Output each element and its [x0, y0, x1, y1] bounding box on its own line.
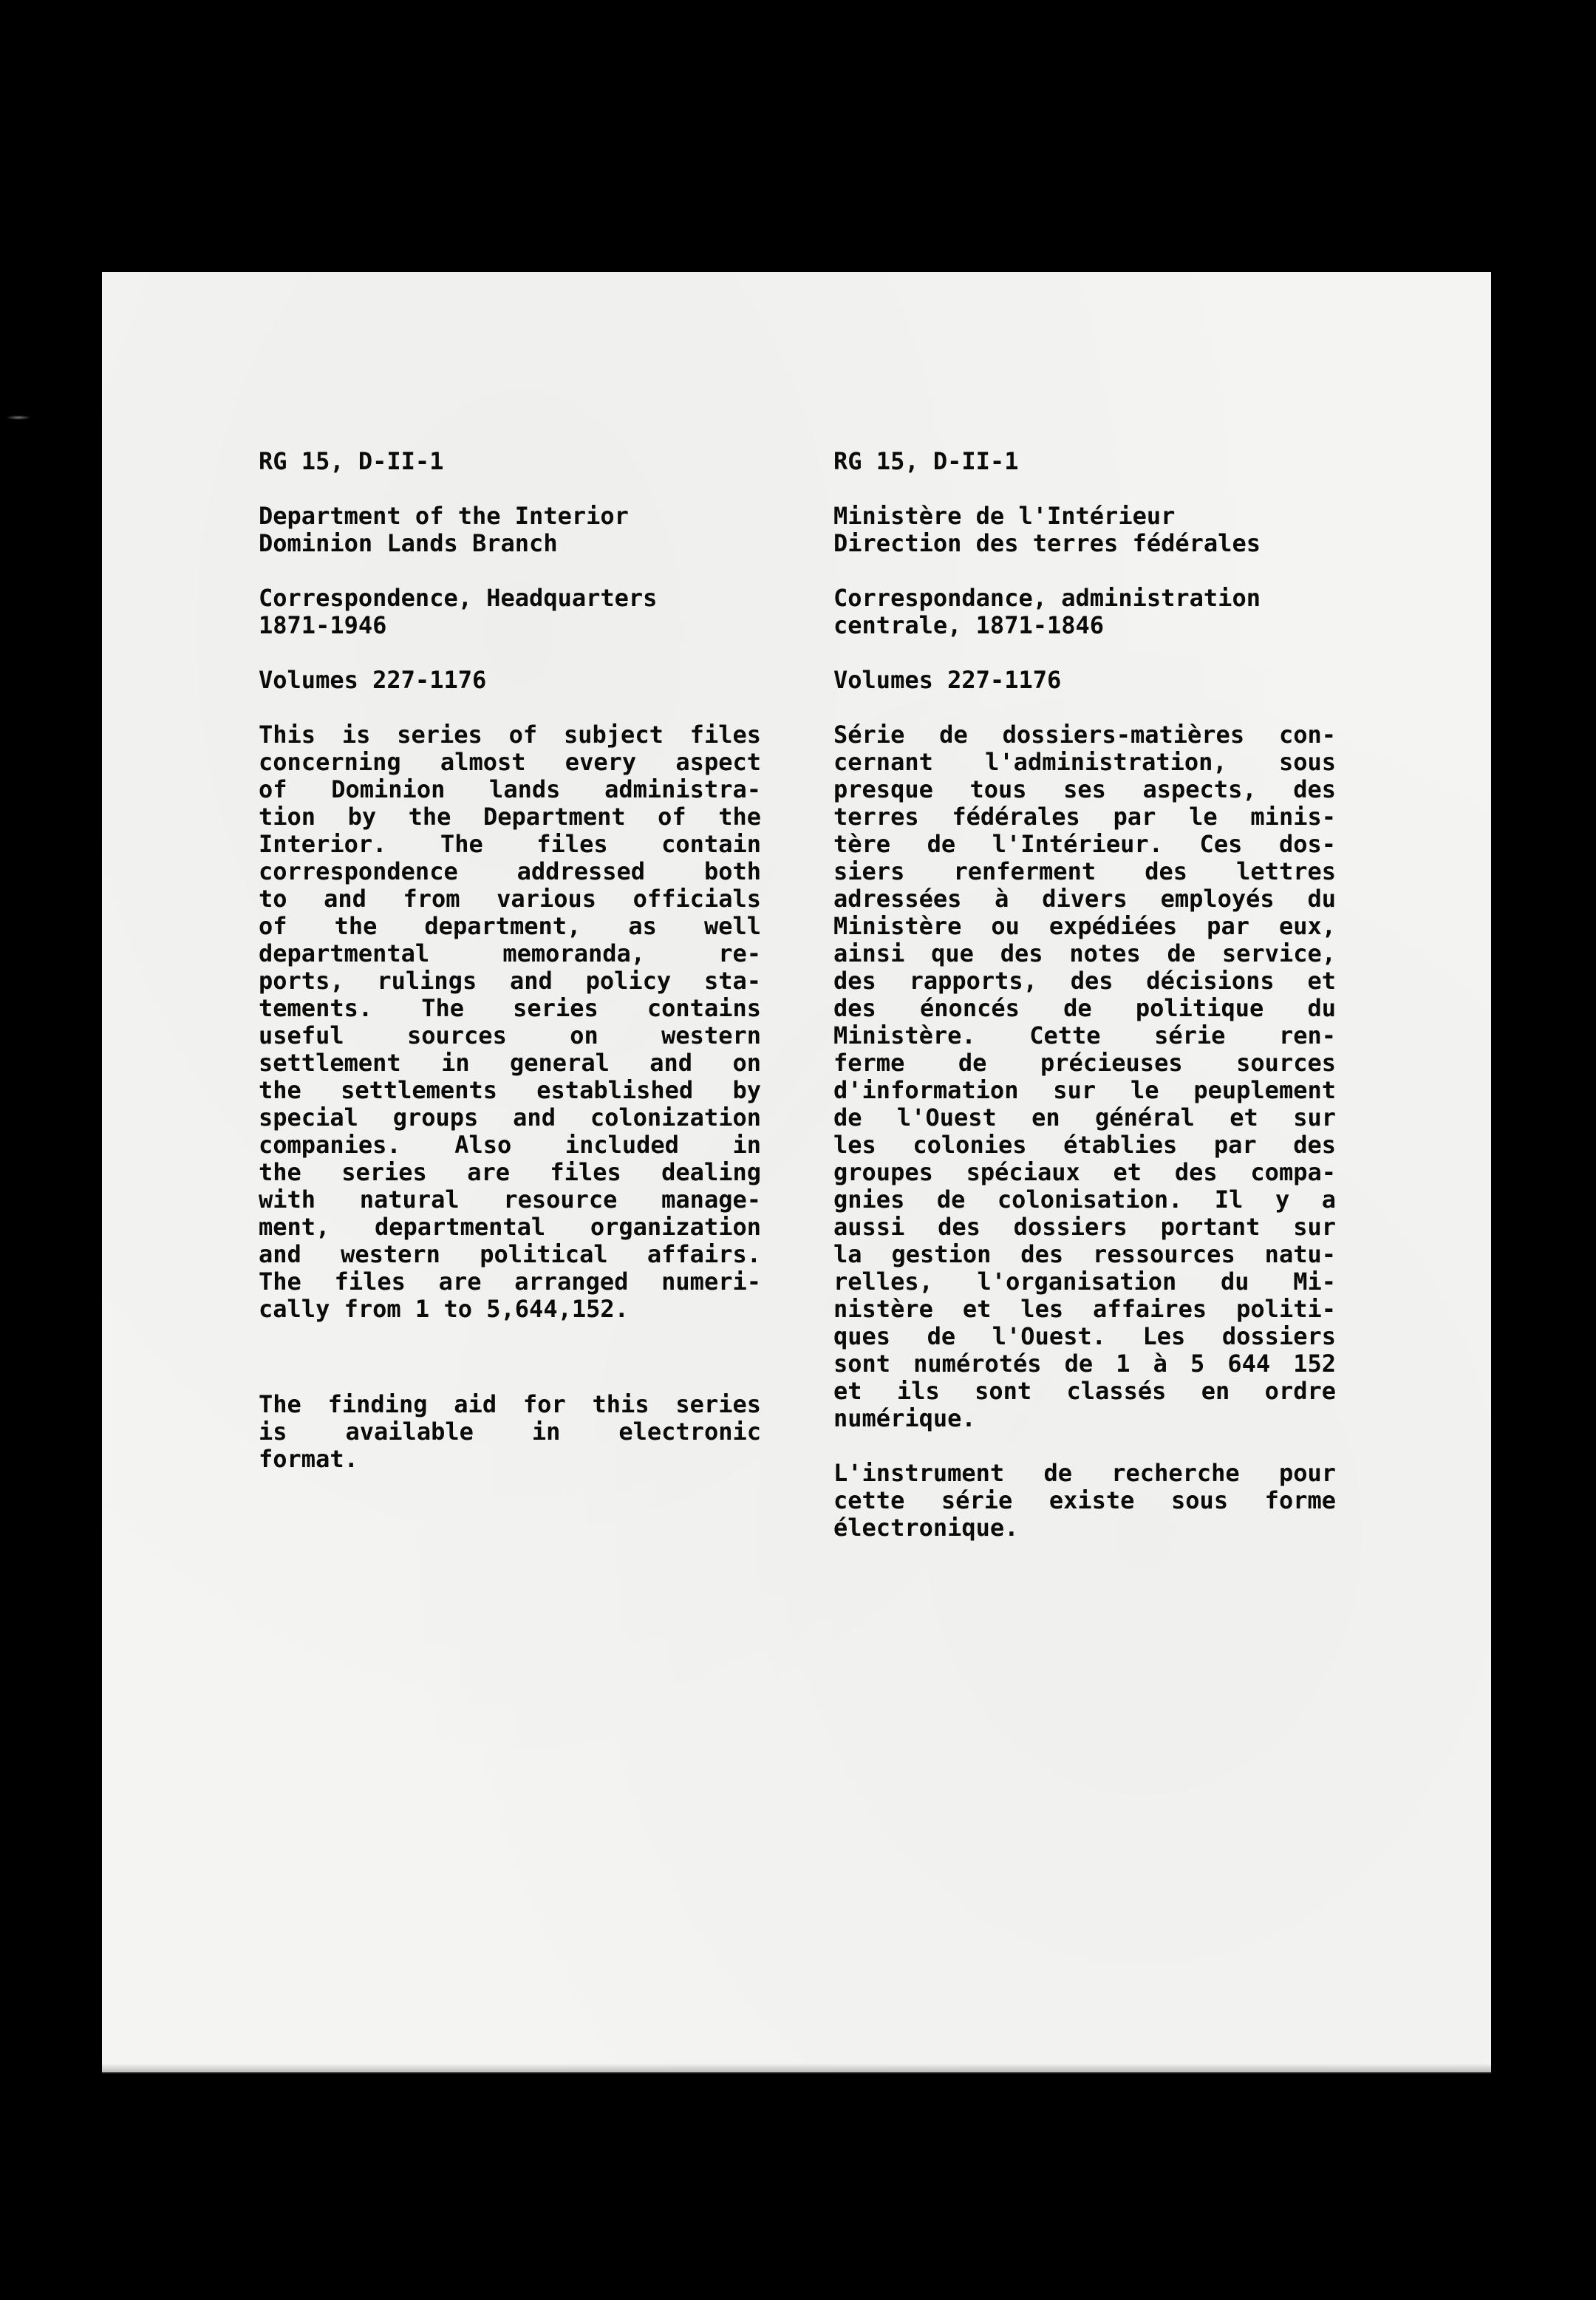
description-line: with natural resource manage- [259, 1185, 761, 1214]
description-line: de l'Ouest en général et sur [833, 1103, 1336, 1132]
finding-aid-line: The finding aid for this series [259, 1390, 761, 1418]
description-line: relles, l'organisation du Mi- [833, 1268, 1336, 1296]
description-line: to and from various officials [259, 885, 761, 913]
description-line: adressées à divers employés du [833, 885, 1336, 913]
description-line: companies. Also included in [259, 1131, 761, 1159]
paper-edge [102, 2063, 1491, 2074]
description-line: The files are arranged numeri- [259, 1268, 761, 1296]
description-line: groupes spéciaux et des compa- [833, 1158, 1336, 1186]
organization-line: Department of the Interior [259, 502, 629, 530]
description-line: cally from 1 to 5,644,152. [259, 1295, 629, 1323]
description-line: settlement in general and on [259, 1049, 761, 1077]
finding-aid-line: électronique. [833, 1514, 1019, 1542]
description-line: numérique. [833, 1404, 976, 1432]
series-title-line: Correspondence, Headquarters [259, 584, 658, 612]
finding-aid-note [833, 1460, 1336, 1542]
description-line: et ils sont classés en ordre [833, 1377, 1336, 1405]
finding-aid-line: format. [259, 1445, 358, 1473]
series-title [833, 585, 1336, 639]
description-line: the series are files dealing [259, 1158, 761, 1186]
description-line: This is series of subject files [259, 721, 761, 749]
description-line: ment, departmental organization [259, 1213, 761, 1241]
description-line: presque tous ses aspects, des [833, 775, 1336, 803]
description-line: special groups and colonization [259, 1103, 761, 1132]
description-line: of the department, as well [259, 912, 761, 940]
finding-aid-line: cette série existe sous forme [833, 1486, 1336, 1514]
description-line: tère de l'Intérieur. Ces dos- [833, 830, 1336, 858]
description-line: des rapports, des décisions et [833, 967, 1336, 995]
description-line: ques de l'Ouest. Les dossiers [833, 1322, 1336, 1350]
description-line: tements. The series contains [259, 994, 761, 1022]
description-line: d'information sur le peuplement [833, 1076, 1336, 1104]
description-line: terres fédérales par le minis- [833, 803, 1336, 831]
organization-line: Dominion Lands Branch [259, 529, 558, 557]
description-line: concerning almost every aspect [259, 748, 761, 776]
description-line: useful sources on western [259, 1021, 761, 1049]
description-line: departmental memoranda, re- [259, 939, 761, 967]
description-line: and western political affairs. [259, 1240, 761, 1268]
description-line: sont numérotés de 1 à 5 644 152 [833, 1350, 1336, 1378]
series-title-line: 1871-1946 [259, 611, 387, 639]
description-line: les colonies établies par des [833, 1131, 1336, 1159]
description-line: ports, rulings and policy sta- [259, 967, 761, 995]
description [259, 721, 761, 1323]
description-line: nistère et les affaires politi- [833, 1295, 1336, 1323]
english-column [259, 448, 761, 1473]
volumes: Volumes 227-1176 [833, 666, 1062, 694]
scan-speck [6, 415, 31, 420]
finding-aid-line: L'instrument de recherche pour [833, 1459, 1336, 1487]
description-line: aussi des dossiers portant sur [833, 1213, 1336, 1241]
description-line: cernant l'administration, sous [833, 748, 1336, 776]
organization [259, 503, 761, 557]
french-column [833, 448, 1336, 1542]
reference-number: RG 15, D-II-1 [833, 447, 1019, 475]
description-line: Ministère ou expédiées par eux, [833, 912, 1336, 940]
description-line: the settlements established by [259, 1076, 761, 1104]
description-line: des énoncés de politique du [833, 994, 1336, 1022]
series-title-line: centrale, 1871-1846 [833, 611, 1105, 639]
description-line: la gestion des ressources natu- [833, 1240, 1336, 1268]
finding-aid-line: is available in electronic [259, 1418, 761, 1446]
description-line: ferme de précieuses sources [833, 1049, 1336, 1077]
description-line: of Dominion lands administra- [259, 775, 761, 803]
series-title-line: Correspondance, administration [833, 584, 1261, 612]
volumes: Volumes 227-1176 [259, 666, 487, 694]
description-line: Ministère. Cette série ren- [833, 1021, 1336, 1049]
description-line: tion by the Department of the [259, 803, 761, 831]
description-line: Interior. The files contain [259, 830, 761, 858]
reference-number: RG 15, D-II-1 [259, 447, 444, 475]
description-line: ainsi que des notes de service, [833, 939, 1336, 967]
finding-aid-note [259, 1391, 761, 1473]
description-line: siers renferment des lettres [833, 857, 1336, 885]
organization [833, 503, 1336, 557]
description-line: gnies de colonisation. Il y a [833, 1185, 1336, 1214]
organization-line: Direction des terres fédérales [833, 529, 1261, 557]
description-line: Série de dossiers-matières con- [833, 721, 1336, 749]
description-line: correspondence addressed both [259, 857, 761, 885]
organization-line: Ministère de l'Intérieur [833, 502, 1176, 530]
series-title [259, 585, 761, 639]
description [833, 721, 1336, 1432]
